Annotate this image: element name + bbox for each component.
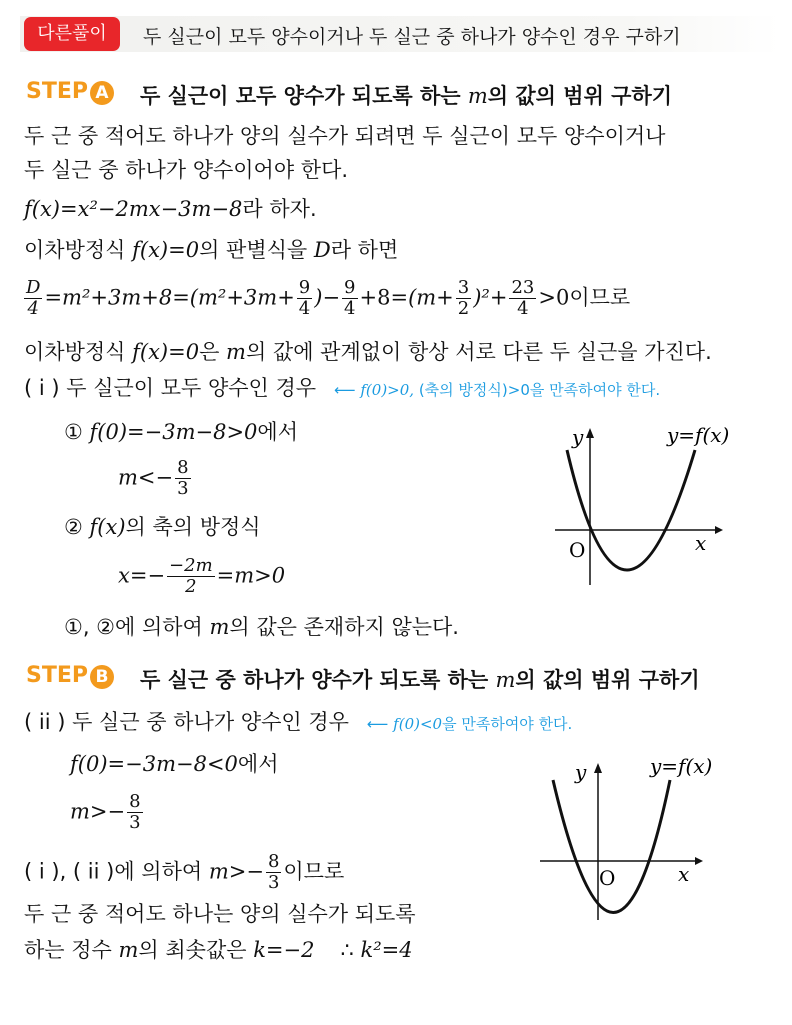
t: 이차방정식 xyxy=(24,238,133,262)
step-a-label xyxy=(26,79,114,105)
t: ①, ②에 의하여 xyxy=(64,615,210,639)
x-arrow-icon xyxy=(695,857,703,865)
t: 4 xyxy=(344,297,356,319)
y-arrow-icon xyxy=(594,763,602,773)
t: (축의 방정식)>0을 만족하여야 한다. xyxy=(414,381,661,399)
t: >0 xyxy=(538,285,570,310)
alt-solution-badge: 다른풀이 xyxy=(24,17,120,51)
combined-result xyxy=(24,852,344,893)
final-line-2 xyxy=(24,938,413,963)
curve-label: y=f(x) xyxy=(650,755,713,778)
t: +8= xyxy=(359,285,409,310)
curve-label: y=f(x) xyxy=(667,423,730,447)
t: −2m xyxy=(169,555,213,576)
t: 을 만족하여야 한다. xyxy=(442,715,573,733)
step-text: STEP xyxy=(26,79,89,104)
t: 2 xyxy=(185,575,197,597)
t: ( i ) 두 실근이 모두 양수인 경우 xyxy=(24,376,317,400)
step-letter: B xyxy=(90,665,114,689)
t: f(x)=0 xyxy=(132,238,200,262)
t: m xyxy=(495,668,516,692)
t: (m+ xyxy=(408,285,454,310)
t: 의 판별식을 xyxy=(199,238,314,262)
parabola xyxy=(567,450,695,570)
t: 의 최솟값은 xyxy=(138,938,254,962)
t: f(0)=−3m−8>0 xyxy=(89,420,258,444)
step-text: STEP xyxy=(26,663,89,688)
step-b-title xyxy=(140,664,700,694)
fraction xyxy=(24,278,42,319)
cond-2 xyxy=(64,515,261,540)
x-label: x xyxy=(695,531,707,555)
t: 3 xyxy=(457,277,470,298)
cond-2-axis xyxy=(118,556,285,597)
t: 23 xyxy=(511,277,535,298)
t: 하는 정수 xyxy=(24,938,119,962)
fraction xyxy=(167,556,215,597)
t: m xyxy=(226,340,246,364)
graph-1 xyxy=(545,420,765,590)
step-letter: A xyxy=(90,81,114,105)
therefore-symbol: ∴ xyxy=(340,938,361,962)
t: 의 값의 범위 구하기 xyxy=(515,668,700,692)
t: 9 xyxy=(298,277,311,298)
t: D xyxy=(26,277,41,298)
y-label: y xyxy=(575,760,587,784)
t: 두 실근이 모두 양수가 되도록 하는 xyxy=(140,84,468,108)
t: )− xyxy=(314,285,341,310)
t: ① xyxy=(64,420,90,444)
t: ( ii ) 두 실근 중 하나가 양수인 경우 xyxy=(24,710,349,734)
x-arrow-icon xyxy=(715,526,723,534)
case-2-heading xyxy=(24,710,572,735)
line-3 xyxy=(24,197,317,222)
t: 3 xyxy=(267,871,280,893)
t: 이므로 xyxy=(569,285,631,310)
t: ( i ), ( ii )에 의하여 xyxy=(24,859,209,884)
t: m>− xyxy=(70,799,126,824)
t: m xyxy=(467,84,488,108)
graph-2 xyxy=(535,755,755,925)
t: 3 xyxy=(129,811,141,833)
t: 8 xyxy=(267,851,280,872)
cond-conclusion xyxy=(64,615,459,640)
final-answer: k²=4 xyxy=(360,938,413,962)
line-5-discriminant xyxy=(22,278,630,319)
t: 의 값에 관계없이 항상 서로 다른 두 실근을 가진다. xyxy=(245,340,712,364)
header-title: 두 실근이 모두 양수이거나 두 실근 중 하나가 양수인 경우 구하기 xyxy=(143,26,681,48)
step-a-title xyxy=(140,80,672,110)
t: 의 값은 존재하지 않는다. xyxy=(229,615,459,639)
arrow-left-icon: ⟵ xyxy=(334,381,361,399)
fraction xyxy=(127,792,142,833)
t: )²+ xyxy=(473,285,508,310)
t: (m²+3m+ xyxy=(189,285,295,310)
cond-1 xyxy=(64,420,298,445)
arrow-left-icon: ⟵ xyxy=(366,715,394,733)
t: ② xyxy=(64,515,90,539)
t: f(x)=x²−2mx−3m−8 xyxy=(24,197,243,221)
t: f(x)=0 xyxy=(132,340,200,364)
fraction xyxy=(342,278,357,319)
t: m xyxy=(209,615,230,639)
t: 4 xyxy=(27,297,39,319)
t: =m²+3m+8= xyxy=(44,285,190,310)
x-label: x xyxy=(678,862,690,886)
case-1-heading xyxy=(24,376,660,401)
t: =m>0 xyxy=(216,563,286,588)
t: 에서 xyxy=(257,420,298,444)
case-2-result xyxy=(70,792,145,833)
t: 3 xyxy=(177,477,189,499)
origin-label: O xyxy=(599,866,616,890)
t: D xyxy=(313,238,331,262)
t: m>− xyxy=(208,859,264,884)
t: m xyxy=(118,938,139,962)
fraction xyxy=(266,852,281,893)
line-6 xyxy=(24,340,712,365)
t: 라 하면 xyxy=(330,238,399,262)
t: 에서 xyxy=(237,752,279,776)
t: 4 xyxy=(298,297,311,319)
t: f(0)=−3m−8<0 xyxy=(70,752,238,776)
fraction xyxy=(297,278,312,319)
t: 의 값의 범위 구하기 xyxy=(487,84,673,108)
fraction xyxy=(456,278,471,319)
t: f(0)>0, xyxy=(360,381,415,399)
t: f(0)<0 xyxy=(393,715,443,733)
cond-1-result xyxy=(118,458,193,499)
t: x=− xyxy=(118,563,166,588)
line-2: 두 실근 중 하나가 양수이어야 한다. xyxy=(24,158,349,182)
t: 8 xyxy=(177,457,189,478)
note-2 xyxy=(367,715,572,733)
t: 9 xyxy=(344,277,356,298)
t: 2 xyxy=(457,297,470,319)
t: 이차방정식 xyxy=(24,340,133,364)
t: 두 실근 중 하나가 양수가 되도록 하는 xyxy=(140,668,496,692)
parabola xyxy=(553,780,670,913)
t: 의 축의 방정식 xyxy=(125,515,261,539)
t: f(x) xyxy=(89,515,126,539)
origin-label: O xyxy=(569,538,586,562)
step-b-label xyxy=(26,663,114,689)
case-2-cond xyxy=(70,752,278,777)
fraction xyxy=(509,278,536,319)
t: m<− xyxy=(118,465,174,490)
line-4 xyxy=(24,238,398,263)
fraction xyxy=(175,458,190,499)
t: 이므로 xyxy=(283,859,345,884)
y-arrow-icon xyxy=(586,428,594,438)
t: 라 하자. xyxy=(242,197,317,221)
t: k=−2 xyxy=(253,938,315,962)
note-1 xyxy=(334,381,660,399)
y-label: y xyxy=(572,425,584,449)
t: 은 xyxy=(199,340,227,364)
line-1: 두 근 중 적어도 하나가 양의 실수가 되려면 두 실근이 모두 양수이거나 xyxy=(24,124,666,148)
t: 8 xyxy=(129,791,141,812)
final-line-1: 두 근 중 적어도 하나는 양의 실수가 되도록 xyxy=(24,902,416,926)
t: 4 xyxy=(517,297,529,319)
